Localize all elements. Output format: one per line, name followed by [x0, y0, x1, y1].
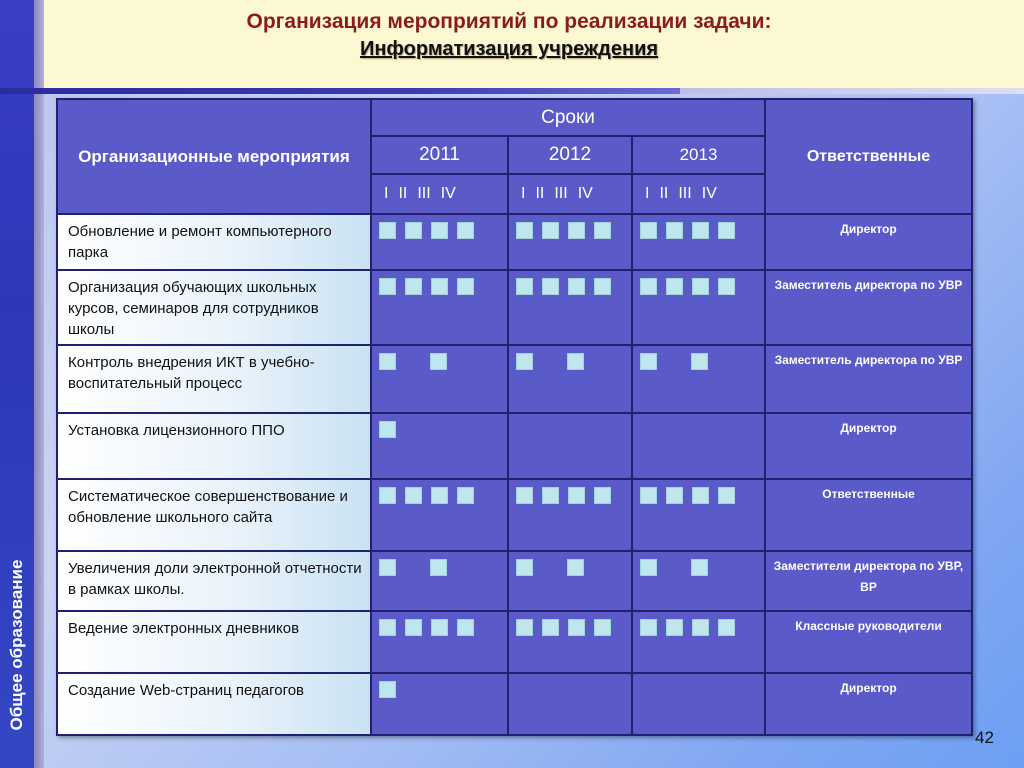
- quarter-mark: [542, 222, 559, 239]
- event-name: Контроль внедрения ИКТ в учебно-воспитательный процесс: [57, 345, 371, 413]
- quarter-mark: [640, 559, 657, 576]
- quarter-mark: [568, 619, 585, 636]
- event-name: Создание Web-страниц педагогов: [57, 673, 371, 735]
- quarter-mark: [379, 559, 396, 576]
- responsible-person: Директор: [765, 673, 972, 735]
- header-quarters: [632, 174, 765, 214]
- event-name: Систематическое совершенствование и обновление школьного сайта: [57, 479, 371, 551]
- sidebar-stripe: [34, 0, 44, 768]
- header-terms: Сроки: [371, 99, 765, 136]
- year-marks-cell: [371, 270, 508, 345]
- quarter-mark: [379, 421, 396, 438]
- quarter-mark: [457, 619, 474, 636]
- quarter-mark: [431, 278, 448, 295]
- quarter-mark: [379, 619, 396, 636]
- quarter-mark: [379, 278, 396, 295]
- quarter-mark: [692, 278, 709, 295]
- quarter-label: I: [645, 185, 650, 202]
- year-marks-cell: [371, 611, 508, 673]
- quarter-mark: [718, 222, 735, 239]
- header-year: 2013: [632, 136, 765, 174]
- event-name: Увеличения доли электронной отчетности в рамках школы.: [57, 551, 371, 611]
- year-marks-cell: [371, 214, 508, 270]
- quarter-mark: [457, 487, 474, 504]
- quarter-mark: [405, 619, 422, 636]
- quarter-mark: [431, 619, 448, 636]
- quarter-mark: [516, 487, 533, 504]
- quarter-label: II: [659, 185, 669, 202]
- quarter-mark: [516, 222, 533, 239]
- table-row: [57, 413, 972, 479]
- responsible-person: Классные руководители: [765, 611, 972, 673]
- quarter-mark: [692, 222, 709, 239]
- quarter-label: III: [678, 185, 692, 202]
- quarter-mark: [379, 353, 396, 370]
- quarter-mark: [640, 353, 657, 370]
- quarter-mark: [431, 487, 448, 504]
- slide-title: Организация мероприятий по реализации задачи:: [246, 10, 772, 33]
- header-quarters: [508, 174, 632, 214]
- quarter-label: III: [417, 185, 431, 202]
- quarter-mark: [666, 222, 683, 239]
- quarter-mark: [516, 278, 533, 295]
- quarter-mark: [568, 278, 585, 295]
- responsible-person: Заместитель директора по УВР: [765, 345, 972, 413]
- quarter-label: I: [521, 185, 526, 202]
- table-row: [57, 479, 972, 551]
- quarter-mark: [666, 487, 683, 504]
- quarter-mark: [594, 278, 611, 295]
- year-marks-cell: [371, 479, 508, 551]
- year-marks-cell: [632, 673, 765, 735]
- year-marks-cell: [632, 479, 765, 551]
- quarter-label: I: [384, 185, 389, 202]
- quarter-mark: [567, 353, 584, 370]
- year-marks-cell: [508, 270, 632, 345]
- quarter-mark: [379, 487, 396, 504]
- quarter-mark: [718, 619, 735, 636]
- sidebar-label: Общее образование: [7, 559, 26, 731]
- event-name: Установка лицензионного ППО: [57, 413, 371, 479]
- quarter-mark: [692, 487, 709, 504]
- table-row: [57, 611, 972, 673]
- quarter-label: IV: [577, 185, 593, 202]
- quarter-mark: [568, 487, 585, 504]
- event-name: Организация обучающих школьных курсов, семинаров для сотрудников школы: [57, 270, 371, 345]
- year-marks-cell: [632, 270, 765, 345]
- quarter-mark: [431, 222, 448, 239]
- year-marks-cell: [632, 413, 765, 479]
- quarter-mark: [542, 278, 559, 295]
- responsible-person: Ответственные: [765, 479, 972, 551]
- quarter-mark: [594, 619, 611, 636]
- quarter-mark: [718, 278, 735, 295]
- quarter-mark: [457, 278, 474, 295]
- header-responsible: Ответственные: [765, 99, 972, 214]
- quarter-mark: [542, 619, 559, 636]
- quarter-mark: [405, 487, 422, 504]
- table-row: [57, 673, 972, 735]
- quarter-mark: [379, 222, 396, 239]
- header-year: 2012: [508, 136, 632, 174]
- slide-subtitle: Информатизация учреждения: [359, 38, 659, 60]
- quarter-mark: [516, 353, 533, 370]
- quarter-mark: [430, 559, 447, 576]
- quarter-mark: [640, 619, 657, 636]
- event-name: Обновление и ремонт компьютерного парка: [57, 214, 371, 270]
- responsible-person: Директор: [765, 214, 972, 270]
- quarter-mark: [379, 681, 396, 698]
- page-number: 42: [975, 728, 994, 747]
- quarter-mark: [567, 559, 584, 576]
- title-underline: [0, 88, 680, 94]
- quarter-mark: [594, 222, 611, 239]
- year-marks-cell: [371, 551, 508, 611]
- year-marks-cell: [371, 673, 508, 735]
- year-marks-cell: [371, 413, 508, 479]
- quarter-label: III: [554, 185, 568, 202]
- year-marks-cell: [508, 551, 632, 611]
- quarter-mark: [457, 222, 474, 239]
- quarter-mark: [594, 487, 611, 504]
- quarter-mark: [640, 487, 657, 504]
- quarter-mark: [666, 278, 683, 295]
- quarter-mark: [568, 222, 585, 239]
- quarter-mark: [516, 619, 533, 636]
- responsible-person: Заместитель директора по УВР: [765, 270, 972, 345]
- quarter-mark: [405, 278, 422, 295]
- year-marks-cell: [508, 479, 632, 551]
- year-marks-cell: [632, 345, 765, 413]
- year-marks-cell: [371, 345, 508, 413]
- year-marks-cell: [632, 551, 765, 611]
- responsible-person: Заместители директора по УВР, ВР: [765, 551, 972, 611]
- table-row: [57, 551, 972, 611]
- quarter-mark: [516, 559, 533, 576]
- quarter-mark: [405, 222, 422, 239]
- quarter-mark: [692, 619, 709, 636]
- quarter-label: II: [535, 185, 545, 202]
- header-year: 2011: [371, 136, 508, 174]
- year-marks-cell: [508, 413, 632, 479]
- header-events: Организационные мероприятия: [57, 99, 371, 214]
- table-row: [57, 270, 972, 345]
- quarter-mark: [691, 559, 708, 576]
- table-row: [57, 214, 972, 270]
- quarter-mark: [542, 487, 559, 504]
- quarter-mark: [640, 278, 657, 295]
- quarter-label: IV: [701, 185, 717, 202]
- quarter-label: IV: [440, 185, 456, 202]
- event-name: Ведение электронных дневников: [57, 611, 371, 673]
- quarter-mark: [430, 353, 447, 370]
- year-marks-cell: [508, 673, 632, 735]
- responsible-person: Директор: [765, 413, 972, 479]
- quarter-mark: [718, 487, 735, 504]
- quarter-mark: [691, 353, 708, 370]
- quarter-label: II: [398, 185, 408, 202]
- year-marks-cell: [632, 611, 765, 673]
- year-marks-cell: [632, 214, 765, 270]
- table-row: [57, 345, 972, 413]
- title-underline-light: [680, 88, 1024, 94]
- events-table: [56, 98, 973, 736]
- year-marks-cell: [508, 345, 632, 413]
- year-marks-cell: [508, 611, 632, 673]
- year-marks-cell: [508, 214, 632, 270]
- quarter-mark: [666, 619, 683, 636]
- quarter-mark: [640, 222, 657, 239]
- header-quarters: [371, 174, 508, 214]
